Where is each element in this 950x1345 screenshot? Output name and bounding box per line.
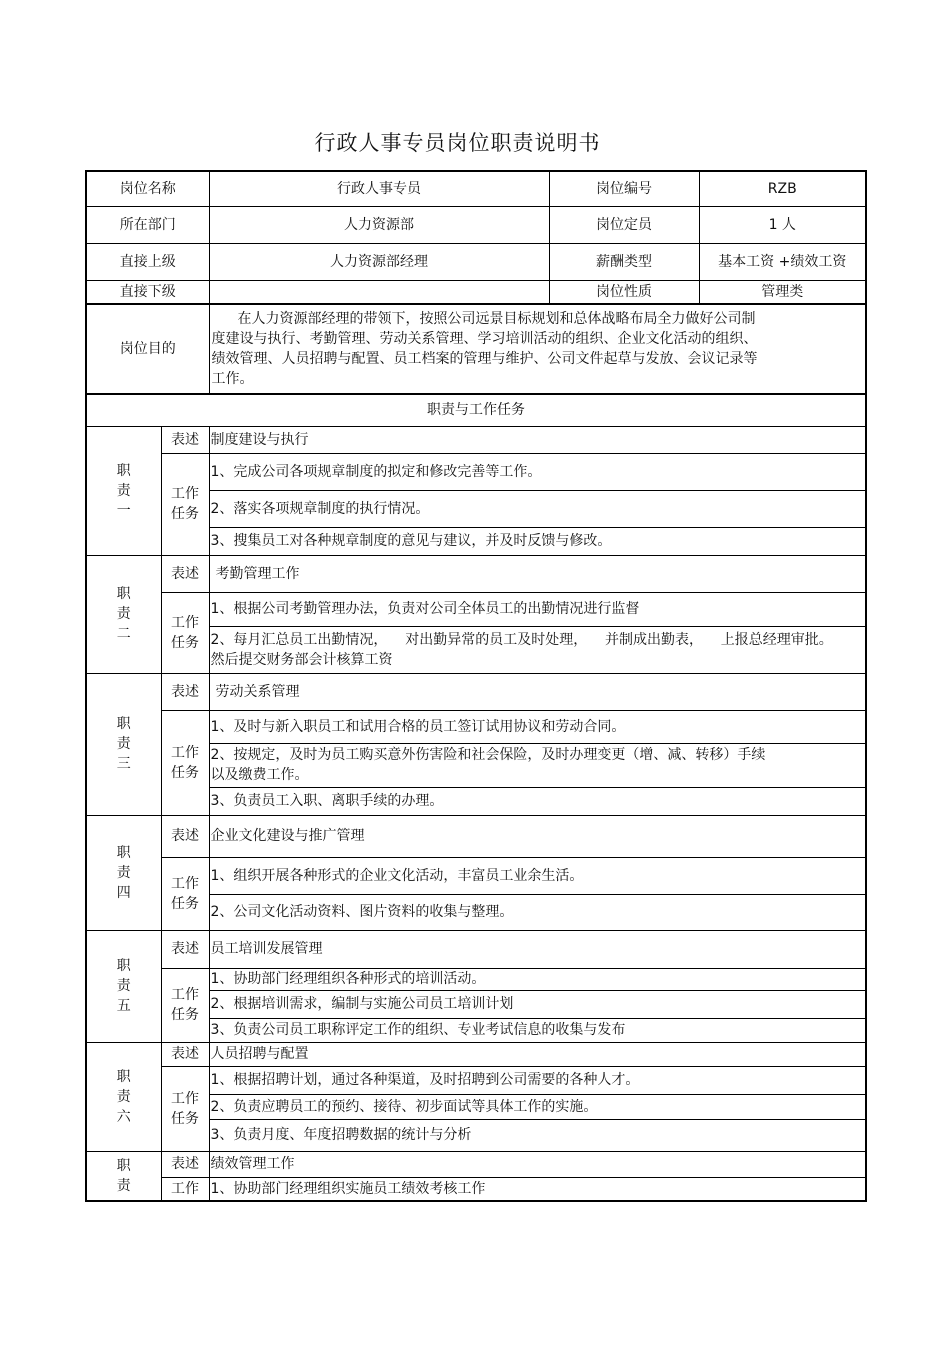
duty-5-task-3: 3、负责公司员工职称评定工作的组织、专业考试信息的收集与发布 [209,1018,866,1042]
duty-2-desc-label: 表述 [161,555,209,592]
duty-3-task-2: 2、按规定，及时为员工购买意外伤害险和社会保险，及时办理变更（增、减、转移）手续 以及缴费工作。 [209,743,866,787]
position-name-label: 岗位名称 [86,171,209,206]
duty-2-label: 职 责 二 [86,555,161,673]
position-name-value: 行政人事专员 [209,171,549,206]
duty-1-desc: 制度建设与执行 [209,426,866,453]
duty-1-task-2: 2、落实各项规章制度的执行情况。 [209,490,866,527]
section-header: 职责与工作任务 [86,394,866,426]
document-title: 行政人事专员岗位职责说明书 [314,131,601,155]
duty-6-task-2: 2、负责应聘员工的预约、接待、初步面试等具体工作的实施。 [209,1094,866,1119]
position-nature-label: 岗位性质 [549,280,699,304]
duty-4-desc: 企业文化建设与推广管理 [209,815,866,857]
purpose-line-3: 绩效管理、人员招聘与配置、员工档案的管理与维护、公司文件起草与发放、会议记录等 [211,351,758,367]
duty-4-task-label: 工作 任务 [161,857,209,930]
duty-5-task-2: 2、根据培训需求，编制与实施公司员工培训计划 [209,990,866,1018]
duty-2-task-label: 工作 任务 [161,592,209,673]
duty-6-desc-label: 表述 [161,1042,209,1066]
duty-4-desc-label: 表述 [161,815,209,857]
duty-6-task-3: 3、负责月度、年度招聘数据的统计与分析 [209,1119,866,1151]
purpose-text [209,304,866,394]
duty-7-task-1: 1、协助部门经理组织实施员工绩效考核工作 [209,1177,866,1201]
duty-5-desc: 员工培训发展管理 [209,930,866,968]
duty-1-task-label: 工作 任务 [161,453,209,555]
headcount-label: 岗位定员 [549,206,699,243]
duty-7-label: 职 责 [86,1151,161,1201]
duty-7-desc: 绩效管理工作 [209,1151,866,1177]
duty-4-task-2: 2、公司文化活动资料、图片资料的收集与整理。 [209,894,866,930]
department-value: 人力资源部 [209,206,549,243]
duty-1-task-3: 3、搜集员工对各种规章制度的意见与建议，并及时反馈与修改。 [209,527,866,555]
duty-3-label: 职 责 三 [86,673,161,815]
position-code-label: 岗位编号 [549,171,699,206]
duty-3-task-1: 1、及时与新入职员工和试用合格的员工签订试用协议和劳动合同。 [209,710,866,743]
duty-2-task-1: 1、根据公司考勤管理办法，负责对公司全体员工的出勤情况进行监督 [209,592,866,626]
salary-type-label: 薪酬类型 [549,243,699,280]
duty-5-task-label: 工作 任务 [161,968,209,1042]
department-label: 所在部门 [86,206,209,243]
duty-6-task-1: 1、根据招聘计划，通过各种渠道，及时招聘到公司需要的各种人才。 [209,1066,866,1094]
duty-5-desc-label: 表述 [161,930,209,968]
position-nature-value: 管理类 [699,280,866,304]
duty-6-task-label: 工作 任务 [161,1066,209,1151]
salary-type-value: 基本工资 +绩效工资 [699,243,866,280]
duty-4-task-1: 1、组织开展各种形式的企业文化活动，丰富员工业余生活。 [209,857,866,894]
duty-7-desc-label: 表述 [161,1151,209,1177]
job-description-table [85,170,867,1202]
headcount-value: 1 人 [699,206,866,243]
direct-superior-value: 人力资源部经理 [209,243,549,280]
purpose-line-1: 在人力资源部经理的带领下，按照公司远景目标规划和总体战略布局全力做好公司制 [237,311,756,327]
purpose-line-2: 度建设与执行、考勤管理、劳动关系管理、学习培训活动的组织、企业文化活动的组织、 [211,331,758,347]
duty-3-desc: 劳动关系管理 [209,673,866,710]
duty-6-label: 职 责 六 [86,1042,161,1151]
duty-2-task-2: 2、每月汇总员工出勤情况， 对出勤异常的员工及时处理， 并制成出勤表， 上报总经理审批。 然后提交财务部会计核算工资 [209,626,866,673]
duty-3-task-label: 工作 任务 [161,710,209,815]
duty-1-label: 职 责 一 [86,426,161,555]
direct-superior-label: 直接上级 [86,243,209,280]
duty-5-task-1: 1、协助部门经理组织各种形式的培训活动。 [209,968,866,990]
duty-1-task-1: 1、完成公司各项规章制度的拟定和修改完善等工作。 [209,453,866,490]
position-code-value: RZB [699,171,866,206]
purpose-label: 岗位目的 [86,304,209,394]
duty-6-desc: 人员招聘与配置 [209,1042,866,1066]
duty-5-label: 职 责 五 [86,930,161,1042]
direct-subordinate-label: 直接下级 [86,280,209,304]
duty-3-task-3: 3、负责员工入职、离职手续的办理。 [209,787,866,815]
purpose-line-4: 工作。 [211,371,254,387]
duty-1-desc-label: 表述 [161,426,209,453]
duty-3-desc-label: 表述 [161,673,209,710]
direct-subordinate-value [209,280,549,304]
duty-7-task-label: 工作 [161,1177,209,1201]
duty-4-label: 职 责 四 [86,815,161,930]
duty-2-desc: 考勤管理工作 [209,555,866,592]
